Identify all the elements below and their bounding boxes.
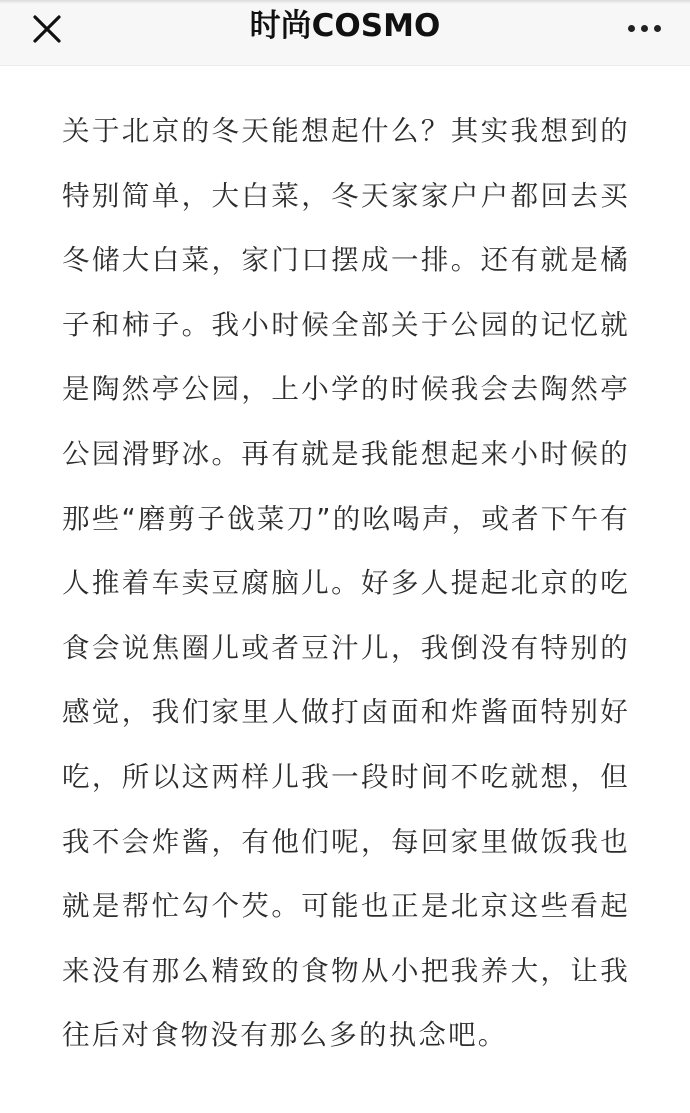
close-icon	[32, 14, 62, 44]
close-button[interactable]	[26, 8, 68, 50]
more-options-button[interactable]	[618, 10, 670, 46]
more-horizontal-icon-dot	[654, 25, 661, 32]
page-title: 时尚COSMO	[249, 8, 441, 44]
top-navigation-bar	[0, 0, 690, 66]
article-content	[62, 99, 630, 1068]
more-horizontal-icon	[628, 25, 635, 32]
more-horizontal-icon-dot	[641, 25, 648, 32]
article-paragraph: 关于北京的冬天能想起什么？其实我想到的特别简单，大白菜，冬天家家户户都回去买冬储大白菜，家门口摆成一排。还有就是橘子和柿子。我小时候全部关于公园的记忆就是陶然亭公园，上小学的时候我会去陶然亭公园滑野冰。再有就是我能想起来小时候的那些“磨剪子戗菜刀”的吆喝声，或者下午有人推着车卖豆腐脑儿。好多人提起北京的吃食会说焦圈儿或者豆汁儿，我倒没有特别的感觉，我们家里人做打卤面和炸酱面特别好吃，所以这两样儿我一段时间不吃就想，但我不会炸酱，有他们呢，每回家里做饭我也就是帮忙勾个芡。可能也正是北京这些看起来没有那么精致的食物从小把我养大，让我往后对食物没有那么多的执念吧。	[62, 115, 630, 1052]
